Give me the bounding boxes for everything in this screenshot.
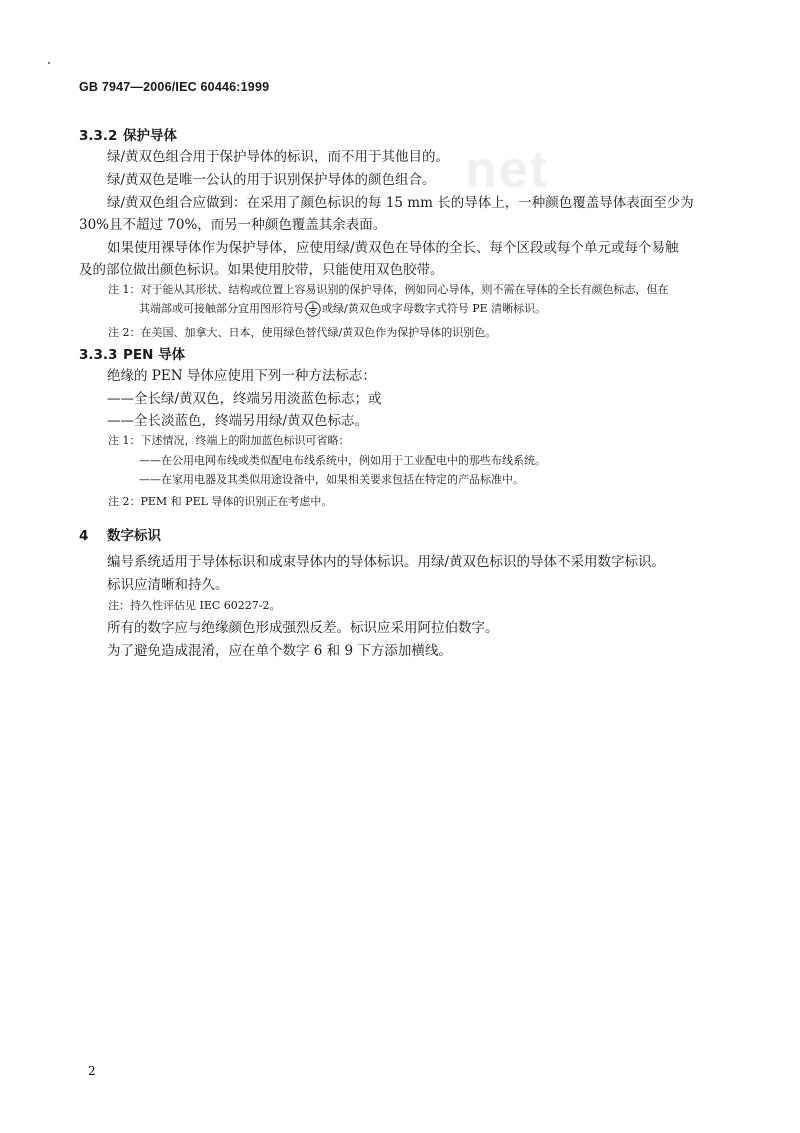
note-text-before-symbol: 其端部或可接触部分宜用图形符号 bbox=[139, 302, 304, 315]
paragraph-line: 30%且不超过 70%，而另一种颜色覆盖其余表面。 bbox=[79, 217, 387, 233]
list-item: ——全长淡蓝色，终端另用绿/黄双色标志。 bbox=[107, 413, 369, 429]
paragraph-line: 为了避免造成混淆，应在单个数字 6 和 9 下方添加横线。 bbox=[107, 643, 452, 659]
note-line: 注：持久性评估见 IEC 60227-2。 bbox=[108, 599, 281, 612]
paragraph-line: 绝缘的 PEN 导体应使用下列一种方法标志： bbox=[107, 368, 376, 384]
paragraph-line: 如果使用裸导体作为保护导体，应使用绿/黄双色在导体的全长、每个区段或每个单元或每个易触 bbox=[107, 240, 679, 256]
heading-title: PEN 导体 bbox=[123, 347, 186, 363]
heading-3-3-2 bbox=[79, 124, 177, 144]
scan-speck bbox=[48, 62, 50, 64]
note-line: 注 1：对于能从其形状、结构或位置上容易识别的保护导体，例如同心导体，则不需在导体的全长有颜色标志，但在 bbox=[108, 283, 669, 296]
note-line: 注 2：在美国、加拿大、日本，使用绿色替代绿/黄双色作为保护导体的识别色。 bbox=[108, 326, 497, 339]
paragraph-line: 及的部位做出颜色标识。如果使用胶带，只能使用双色胶带。 bbox=[79, 262, 444, 278]
paragraph-line: 绿/黄双色组合应做到：在采用了颜色标识的每 15 mm 长的导体上，一种颜色覆盖导体表面至少为 bbox=[107, 195, 694, 211]
note-line: 注 2：PEM 和 PEL 导体的识别正在考虑中。 bbox=[108, 495, 333, 508]
watermark: net bbox=[465, 141, 549, 199]
standard-header: GB 7947—2006/IEC 60446:1999 bbox=[79, 80, 270, 94]
paragraph-line: 标识应清晰和持久。 bbox=[107, 577, 229, 593]
heading-title: 保护导体 bbox=[123, 128, 177, 144]
note-list-item: ——在公用电网布线或类似配电布线系统中，例如用于工业配电中的那些布线系统。 bbox=[139, 454, 546, 467]
paragraph-line: 绿/黄双色是唯一公认的用于识别保护导体的颜色组合。 bbox=[107, 172, 436, 188]
heading-number: 4 bbox=[79, 528, 89, 544]
heading-number: 3.3.3 bbox=[79, 347, 118, 363]
heading-3-3-3 bbox=[79, 343, 185, 363]
heading-4 bbox=[79, 524, 161, 544]
note-list-item: ——在家用电器及其类似用途设备中，如果相关要求包括在特定的产品标准中。 bbox=[139, 473, 524, 486]
note-text-after-symbol: 或绿/黄双色或字母数字式符号 PE 清晰标识。 bbox=[322, 302, 547, 315]
list-item: ——全长绿/黄双色，终端另用淡蓝色标志；或 bbox=[107, 391, 382, 407]
heading-title: 数字标识 bbox=[107, 528, 161, 544]
paragraph-line: 所有的数字应与绝缘颜色形成强烈反差。标识应采用阿拉伯数字。 bbox=[107, 620, 499, 636]
paragraph-line: 绿/黄双色组合用于保护导体的标识，而不用于其他目的。 bbox=[107, 149, 450, 165]
heading-number: 3.3.2 bbox=[79, 128, 118, 144]
note-line-with-symbol bbox=[139, 300, 546, 317]
paragraph-line: 编号系统适用于导体标识和成束导体内的导体标识。用绿/黄双色标识的导体不采用数字标识。 bbox=[107, 554, 666, 570]
page-number: 2 bbox=[88, 1064, 96, 1078]
protective-earth-icon bbox=[305, 301, 321, 317]
note-line: 注 1：下述情况，终端上的附加蓝色标识可省略： bbox=[108, 434, 350, 447]
